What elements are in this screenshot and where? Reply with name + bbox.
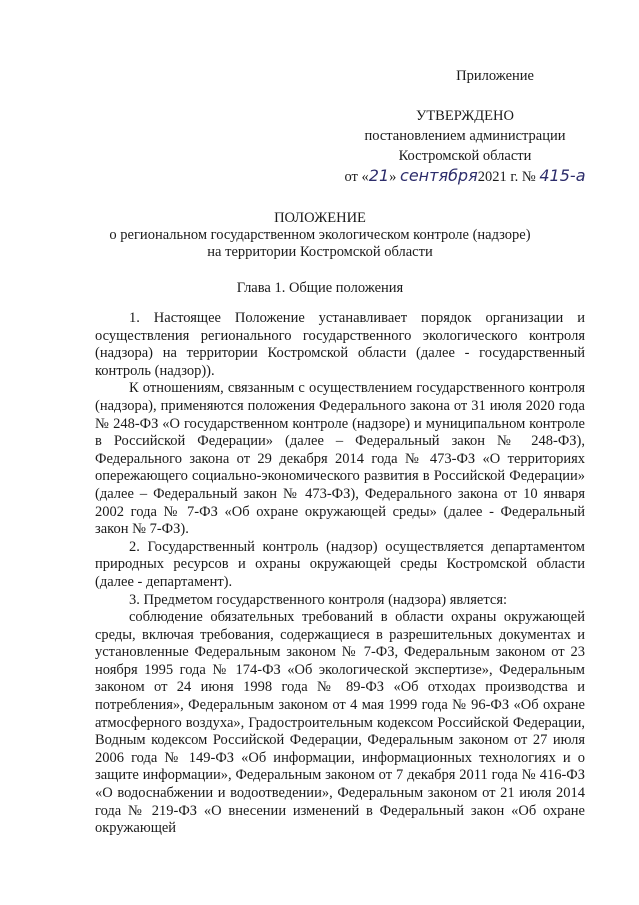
paragraph: 3. Предметом государственного контроля (надзора) является: — [129, 591, 508, 608]
approved-by-label: постановлением администрации — [364, 128, 566, 144]
handwritten-month: сентября — [400, 166, 478, 185]
paragraph: 2. Государственный контроль (надзор) осуществляется департаментом природных ресурсов и охраны окружающей среды Костромской области (далее - департамент). — [95, 538, 585, 590]
region-label: Костромской области — [398, 148, 532, 164]
handwritten-number: 415-а — [539, 166, 586, 185]
paragraph: К отношениям, связанным с осуществлением государственного контроля (надзора), применяются положения Федерального закона от 31 июля 2020 года № 248-ФЗ «О государственном контроле (надзоре) и муниципальном контроле в Российской Федерации» (далее – Федеральный закон № 248-ФЗ), Федерального закона от 29 декабря 2014 года № 473-ФЗ «О территориях опережающего социально-экономического развития в Российской Федерации» (далее – Федеральный закон № 473-ФЗ), Федерального закона от 10 января 2002 года № 7-ФЗ «Об охране окружающей среды» (далее - Федеральный закон № 7-ФЗ). — [95, 380, 585, 538]
appendix-label: Приложение — [456, 68, 534, 84]
date-prefix: от « — [344, 169, 369, 185]
title-line-1: о региональном государственном экологическом контроле (надзоре) — [109, 227, 531, 243]
date-year: 2021 г. № — [477, 169, 536, 185]
handwritten-day: 21 — [368, 166, 390, 185]
document-title — [80, 210, 560, 261]
paragraph: 1. Настоящее Положение устанавливает порядок организации и осуществления регионального государственного экологического контроля (надзора) на территории Костромской области (далее - государственный контроль (надзор)). — [95, 310, 585, 379]
chapter-heading: Глава 1. Общие положения — [236, 280, 404, 296]
title-line-2: на территории Костромской области — [207, 244, 433, 260]
title-heading: ПОЛОЖЕНИЕ — [274, 210, 366, 226]
date-mid: » — [389, 169, 397, 185]
approval-date-line — [330, 166, 600, 187]
document-body — [95, 310, 585, 838]
approved-label: УТВЕРЖДЕНО — [416, 108, 514, 124]
approval-header — [330, 66, 600, 187]
paragraph: соблюдение обязательных требований в области охраны окружающей среды, включая требования, содержащиеся в разрешительных документах и установленные Федеральным законом № 7-ФЗ, Федеральным законом от 23 ноября 1995 года № 174-ФЗ «Об экологической экспертизе», Федеральным законом от 24 июня 1998 года № 89-ФЗ «Об отходах производства и потребления», Федеральным законом от 4 мая 1999 года № 96-ФЗ «Об охране атмосферного воздуха», Градостроительным кодексом Российской Федерации, Водным кодексом Российской Федерации, Федеральным законом от 27 июля 2006 года № 149-ФЗ «Об информации, информационных технологиях и о защите информации», Федеральным законом от 7 декабря 2011 года № 416-ФЗ «О водоснабжении и водоотведении», Федеральным законом от 21 июля 2014 года № 219-ФЗ «О внесении изменений в Федеральный закон «Об охране окружающей — [95, 609, 585, 837]
